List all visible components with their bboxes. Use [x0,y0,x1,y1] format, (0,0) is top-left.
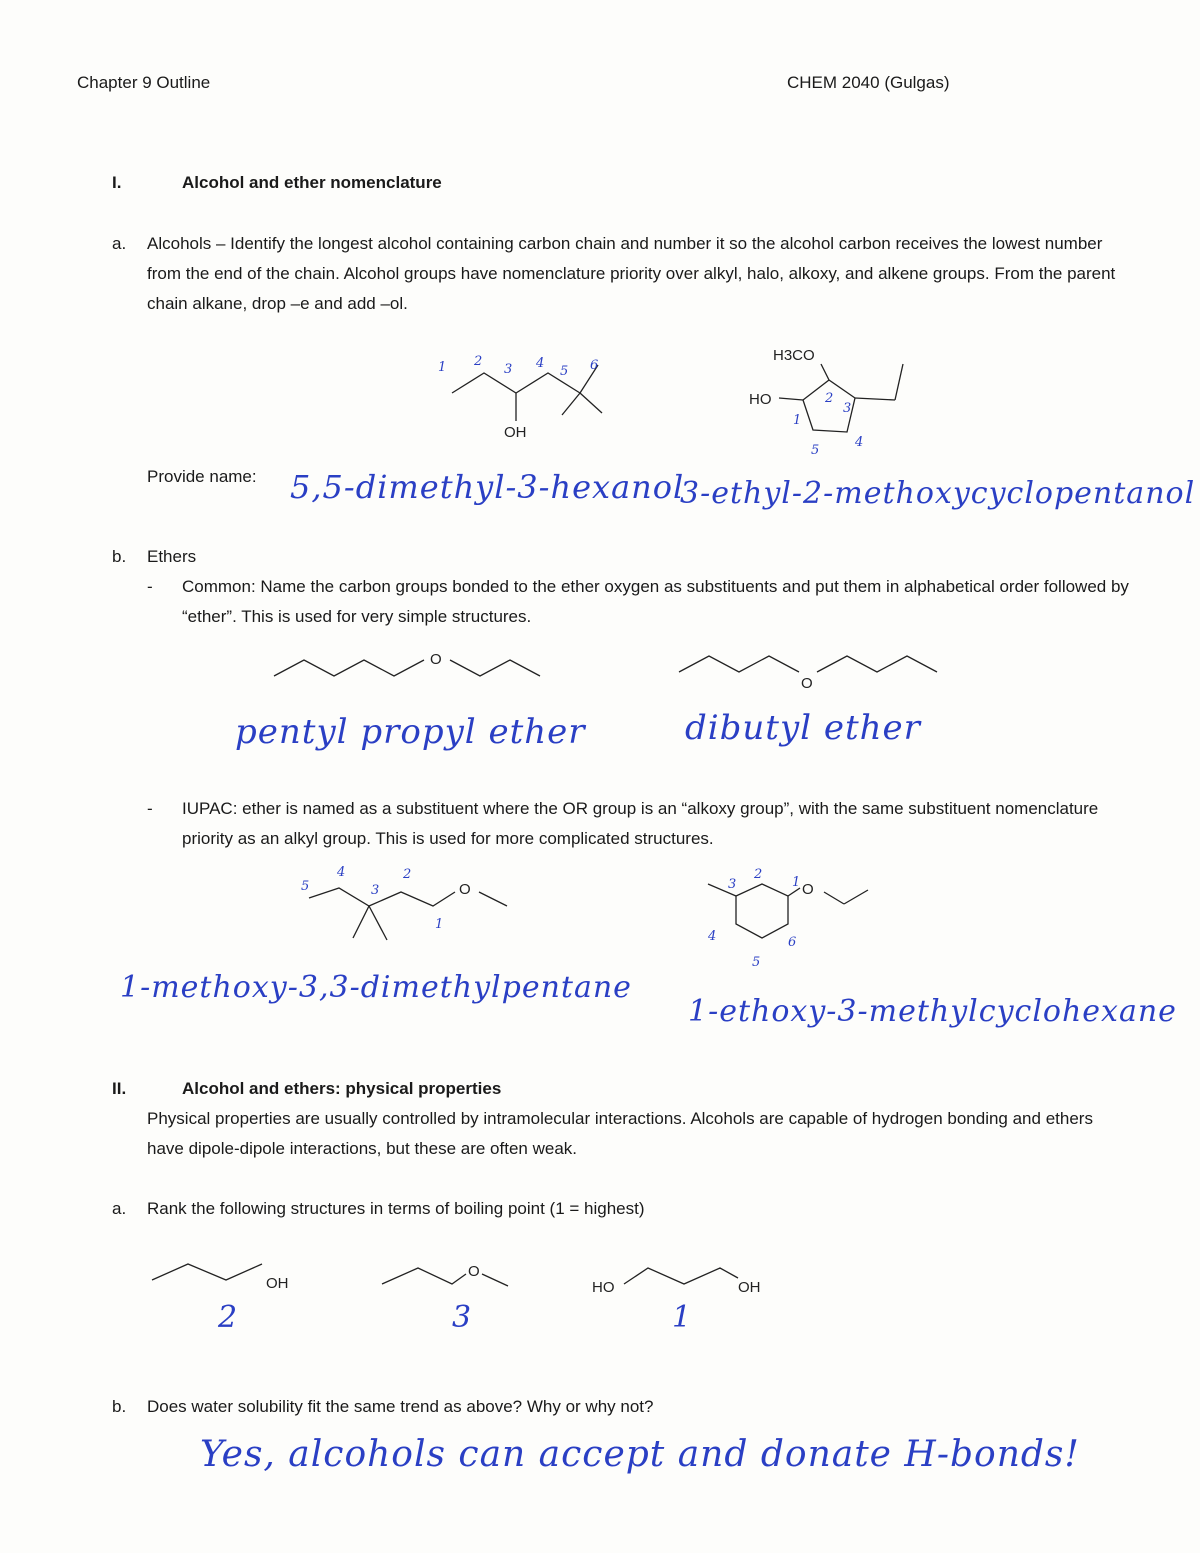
item-b-marker: b. [112,547,127,566]
svg-text:4: 4 [536,356,545,371]
iupac-ether-structure-2 [698,862,878,972]
svg-text:OH: OH [738,1279,761,1296]
svg-text:3: 3 [504,362,513,377]
svg-text:2: 2 [403,867,412,882]
svg-text:2: 2 [754,867,763,882]
svg-text:O: O [468,1263,480,1280]
svg-text:1: 1 [792,875,801,890]
svg-text:5: 5 [560,364,569,379]
section-2-title: Alcohol and ethers: physical properties [182,1079,502,1098]
svg-text:3: 3 [843,401,852,416]
ether-structure-1 [270,648,550,688]
alcohols-paragraph: Alcohols – Identify the longest alcohol containing carbon chain and number it so the alcohol carbon receives the lowest number from the end of the chain. Alcohol groups have nomenclature priority over alkyl, halo, alkoxy, and alkene groups. From the parent chain alkane, drop –e and add –ol. [147,234,1116,313]
rank-ether: 3 [452,1300,473,1335]
svg-text:1: 1 [793,413,802,428]
h3co-label: H3CO [773,347,815,364]
svg-text:O: O [459,881,471,898]
answer-iupac-2: 1-ethoxy-3-methylcyclohexane [688,994,1177,1029]
svg-text:O: O [802,881,814,898]
svg-text:4: 4 [855,435,864,450]
ethers-title: Ethers [147,547,197,566]
alcohol-structure-1 [420,345,620,445]
svg-text:5: 5 [811,443,820,458]
svg-text:3: 3 [371,883,380,898]
ether-structure-2 [675,650,945,695]
svg-text:2: 2 [474,354,483,369]
rank-propanol: 2 [218,1300,239,1335]
svg-text:4: 4 [337,865,346,880]
answer-alcohol-2: 3-ethyl-2-methoxycyclopentanol [680,476,1196,511]
svg-text:O: O [430,651,442,668]
answer-alcohol-1: 5,5-dimethyl-3-hexanol [290,468,685,506]
answer-solubility: Yes, alcohols can accept and donate H-bonds! [200,1434,1080,1475]
answer-iupac-1: 1-methoxy-3,3-dimethylpentane [120,970,632,1005]
svg-text:5: 5 [301,879,310,894]
provide-name-label: Provide name: [147,467,257,486]
solubility-question: Does water solubility fit the same trend as above? Why or why not? [147,1397,654,1416]
svg-text:3: 3 [728,877,737,892]
section-2-numeral: II. [112,1079,127,1098]
alcohol-structure-2 [745,342,925,462]
item-2b-marker: b. [112,1397,127,1416]
svg-text:O: O [801,675,813,692]
iupac-ether-structure-1 [295,862,525,947]
iupac-naming-paragraph: IUPAC: ether is named as a substituent where the OR group is an “alkoxy group”, with the same substituent nomenclature priority as an alkyl group. This is used for more complicated structures. [182,799,1099,848]
rank-diol: 1 [672,1300,693,1335]
physical-properties-paragraph: Physical properties are usually controlled by intramolecular interactions. Alcohols are capable of hydrogen bonding and ethers have dipole-dipole interactions, but these are often weak. [147,1109,1093,1158]
svg-text:5: 5 [752,955,761,970]
ho-label: HO [749,391,772,408]
rank-instruction: Rank the following structures in terms of boiling point (1 = highest) [147,1199,645,1218]
section-1-title: Alcohol and ether nomenclature [182,173,442,192]
header-left: Chapter 9 Outline [77,73,211,92]
svg-text:1: 1 [438,360,447,375]
bp-structure-diol [590,1260,780,1300]
svg-text:OH: OH [266,1275,289,1292]
svg-text:2: 2 [825,391,834,406]
bp-structure-propanol [148,1258,318,1298]
bp-structure-ether [378,1260,528,1296]
item-a-marker: a. [112,234,127,253]
bullet-dash-2: - [147,799,153,818]
section-1-numeral: I. [112,173,122,192]
svg-text:4: 4 [708,929,717,944]
answer-ether-1: pentyl propyl ether [235,712,586,752]
oh-label: OH [504,424,527,441]
svg-text:6: 6 [590,358,599,373]
item-2a-marker: a. [112,1199,127,1218]
svg-text:1: 1 [435,917,444,932]
bullet-dash: - [147,577,153,596]
answer-ether-2: dibutyl ether [685,708,921,748]
header-right: CHEM 2040 (Gulgas) [787,73,950,92]
svg-text:HO: HO [592,1279,615,1296]
common-naming-paragraph: Common: Name the carbon groups bonded to the ether oxygen as substituents and put them in alphabetical order followed by “ether”. This is used for very simple structures. [182,577,1129,626]
svg-text:6: 6 [788,935,797,950]
